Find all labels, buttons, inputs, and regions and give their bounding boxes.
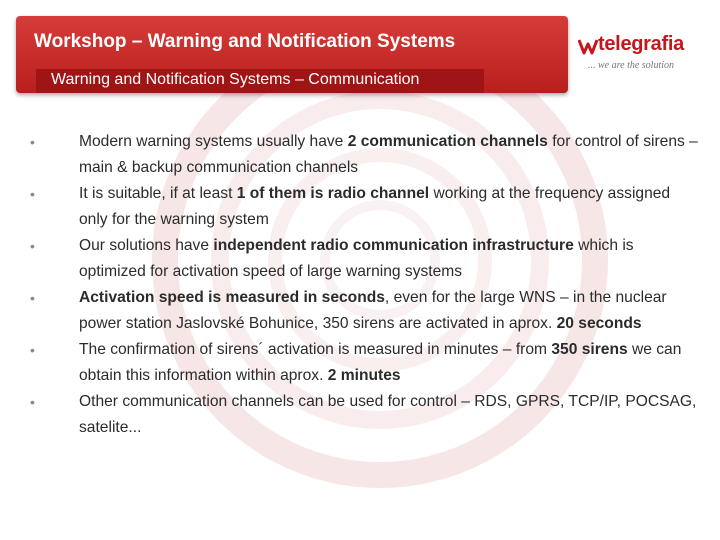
bullet-text: It is suitable, if at least xyxy=(79,185,237,202)
bullet-dot-icon: • xyxy=(30,238,35,254)
bullet-item xyxy=(30,233,700,285)
bullet-text: The confirmation of sirens´ activation is measured in minutes – from xyxy=(79,341,552,358)
bullet-text: we can obtain this information within aprox. xyxy=(79,341,682,384)
bullet-text: Modern warning systems usually have xyxy=(79,133,348,150)
bullet-item xyxy=(30,285,700,337)
bullet-text: working at the frequency assigned only for the warning system xyxy=(79,185,671,228)
bullet-item xyxy=(30,389,700,441)
bullet-text: which is optimized for activation speed of large warning systems xyxy=(79,237,634,280)
bullet-list xyxy=(30,129,700,441)
bullet-dot-icon: • xyxy=(30,290,35,306)
bullet-emphasis: 20 seconds xyxy=(556,315,642,332)
bullet-emphasis: 2 minutes xyxy=(327,367,401,384)
bullet-emphasis: 350 sirens xyxy=(551,341,628,358)
bullet-dot-icon: • xyxy=(30,342,35,358)
bullet-emphasis: independent radio communication infrastructure xyxy=(213,237,574,254)
slide-subtitle: Warning and Notification Systems – Communication xyxy=(51,71,420,88)
bullet-text: , even for the large WNS – in the nuclear power station Jaslovské Bohunice, 350 sirens are activated in aprox. xyxy=(79,289,667,332)
bullet-item xyxy=(30,129,700,181)
bullet-text: for control of sirens – main & backup communication channels xyxy=(79,133,698,176)
bullet-dot-icon: • xyxy=(30,134,35,150)
bullet-item xyxy=(30,181,700,233)
slide-title: Workshop – Warning and Notification Systems xyxy=(34,31,456,52)
logo-wordmark: telegrafia xyxy=(598,33,684,55)
bullet-emphasis: 1 of them is radio channel xyxy=(236,185,430,202)
bullet-text: Other communication channels can be used for control – RDS, GPRS, TCP/IP, POCSAG, satelite... xyxy=(79,393,697,436)
bullet-dot-icon: • xyxy=(30,394,35,410)
bullet-item xyxy=(30,337,700,389)
bullet-emphasis: 2 communication channels xyxy=(347,133,548,150)
bullet-emphasis: Activation speed is measured in seconds xyxy=(79,289,385,306)
telegrafia-w-mark-icon xyxy=(578,36,598,56)
bullet-text: Our solutions have xyxy=(79,237,214,254)
bullet-dot-icon: • xyxy=(30,186,35,202)
telegrafia-logo xyxy=(578,32,690,74)
logo-tagline: ... we are the solution xyxy=(588,60,675,71)
